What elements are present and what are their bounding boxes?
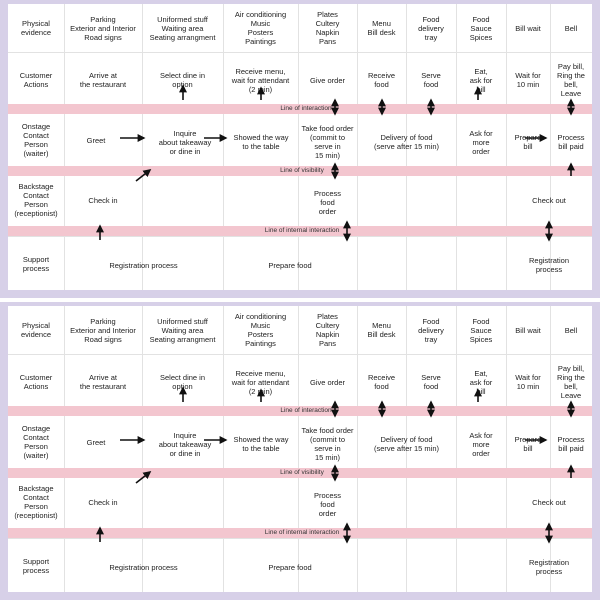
row-header-support: Support process <box>22 255 50 273</box>
customer-action-cell: Arrive at the restaurant <box>79 373 127 391</box>
row-header-customer-actions: Customer Actions <box>19 373 53 391</box>
physical-evidence-cell: Air conditioning Music Posters Paintings <box>234 312 287 348</box>
row-header-support: Support process <box>22 557 50 575</box>
row-header-physical-evidence: Physical evidence <box>20 321 52 339</box>
physical-evidence-cell: Uniformed stuff Waiting area Seating arrangment <box>149 14 216 42</box>
physical-evidence-cell: Plates Cultery Napkin Pans <box>315 312 340 348</box>
row-divider <box>8 538 592 539</box>
physical-evidence-cell: Plates Cultery Napkin Pans <box>315 10 340 46</box>
onstage-showed-way: Showed the way to the table <box>233 133 289 151</box>
backstage-check-out: Check out <box>532 195 566 205</box>
line-of-visibility-label: Line of visibility <box>280 167 324 174</box>
backstage-process-food: Process food order <box>313 490 342 518</box>
line-of-interaction-label: Line of interaction <box>280 105 332 112</box>
line-of-internal-interaction-label: Line of internal interaction <box>264 529 340 536</box>
blueprint-grid <box>8 4 592 290</box>
physical-evidence-cell: Food Sauce Spices <box>469 316 493 344</box>
row-header-physical-evidence: Physical evidence <box>20 19 52 37</box>
onstage-prepare-bill: Prepare bill <box>514 435 542 453</box>
physical-evidence-cell: Parking Exterior and Interior Road signs <box>70 14 136 42</box>
support-registration: Registration process <box>109 562 178 572</box>
onstage-inquire: Inquire about takeaway or dine in <box>158 128 212 156</box>
onstage-ask-more: Ask for more order <box>469 430 493 458</box>
physical-evidence-cell: Bill wait <box>515 325 541 335</box>
onstage-delivery: Delivery of food (serve after 15 min) <box>373 133 440 151</box>
customer-action-cell: Select dine in option <box>159 71 206 89</box>
row-header-onstage: Onstage Contact Person (waiter) <box>21 424 51 460</box>
backstage-check-in: Check in <box>88 497 118 507</box>
onstage-process-bill: Process bill paid <box>557 133 585 151</box>
physical-evidence-cell: Menu Bill desk <box>367 19 396 37</box>
onstage-showed-way: Showed the way to the table <box>233 435 289 453</box>
customer-action-cell: Pay bill, Ring the bell, Leave <box>557 62 585 98</box>
physical-evidence-cell: Parking Exterior and Interior Road signs <box>70 316 136 344</box>
onstage-take-order: Take food order (commit to serve in 15 min) <box>301 124 354 160</box>
customer-action-cell: Wait for 10 min <box>515 373 541 391</box>
blueprint-panel-top <box>0 0 600 298</box>
physical-evidence-cell: Food delivery tray <box>418 316 444 344</box>
customer-action-cell: Serve food <box>421 71 441 89</box>
physical-evidence-cell: Bell <box>564 325 578 335</box>
support-prepare-food: Prepare food <box>268 260 312 270</box>
customer-action-cell: Select dine in option <box>159 373 206 391</box>
physical-evidence-cell: Menu Bill desk <box>367 321 396 339</box>
onstage-delivery: Delivery of food (serve after 15 min) <box>373 435 440 453</box>
customer-action-cell: Eat, ask for bill <box>469 368 493 396</box>
customer-action-cell: Receive menu, wait for attendant (2 min) <box>231 66 290 94</box>
physical-evidence-cell: Air conditioning Music Posters Paintings <box>234 10 287 46</box>
physical-evidence-cell: Bell <box>564 23 578 33</box>
backstage-process-food: Process food order <box>313 188 342 216</box>
row-divider <box>8 236 592 237</box>
customer-action-cell: Give order <box>309 377 345 387</box>
row-header-customer-actions: Customer Actions <box>19 71 53 89</box>
physical-evidence-cell: Food delivery tray <box>418 14 444 42</box>
customer-action-cell: Arrive at the restaurant <box>79 71 127 89</box>
onstage-prepare-bill: Prepare bill <box>514 133 542 151</box>
support-prepare-food: Prepare food <box>268 562 312 572</box>
backstage-check-in: Check in <box>88 195 118 205</box>
onstage-greet: Greet <box>86 135 106 145</box>
line-of-internal-interaction-label: Line of internal interaction <box>264 227 340 234</box>
blueprint-panel-bottom <box>0 302 600 600</box>
physical-evidence-cell: Uniformed stuff Waiting area Seating arrangment <box>149 316 216 344</box>
onstage-process-bill: Process bill paid <box>557 435 585 453</box>
support-registration-right: Registration process <box>528 558 570 576</box>
customer-action-cell: Wait for 10 min <box>515 71 541 89</box>
line-of-visibility-label: Line of visibility <box>280 469 324 476</box>
row-divider <box>8 52 592 53</box>
onstage-inquire: Inquire about takeaway or dine in <box>158 430 212 458</box>
support-registration-right: Registration process <box>528 256 570 274</box>
support-registration: Registration process <box>109 260 178 270</box>
row-divider <box>8 354 592 355</box>
onstage-take-order: Take food order (commit to serve in 15 min) <box>301 426 354 462</box>
customer-action-cell: Eat, ask for bill <box>469 66 493 94</box>
customer-action-cell: Receive food <box>367 373 396 391</box>
customer-action-cell: Give order <box>309 75 345 85</box>
backstage-check-out: Check out <box>532 497 566 507</box>
row-header-backstage: Backstage Contact Person (receptionist) <box>14 182 58 218</box>
onstage-greet: Greet <box>86 437 106 447</box>
line-of-interaction-label: Line of interaction <box>280 407 332 414</box>
customer-action-cell: Pay bill, Ring the bell, Leave <box>557 364 585 400</box>
customer-action-cell: Receive menu, wait for attendant (2 min) <box>231 368 290 396</box>
customer-action-cell: Serve food <box>421 373 441 391</box>
customer-action-cell: Receive food <box>367 71 396 89</box>
onstage-ask-more: Ask for more order <box>469 128 493 156</box>
row-header-backstage: Backstage Contact Person (receptionist) <box>14 484 58 520</box>
blueprint-grid <box>8 306 592 592</box>
row-header-onstage: Onstage Contact Person (waiter) <box>21 122 51 158</box>
physical-evidence-cell: Bill wait <box>515 23 541 33</box>
physical-evidence-cell: Food Sauce Spices <box>469 14 493 42</box>
